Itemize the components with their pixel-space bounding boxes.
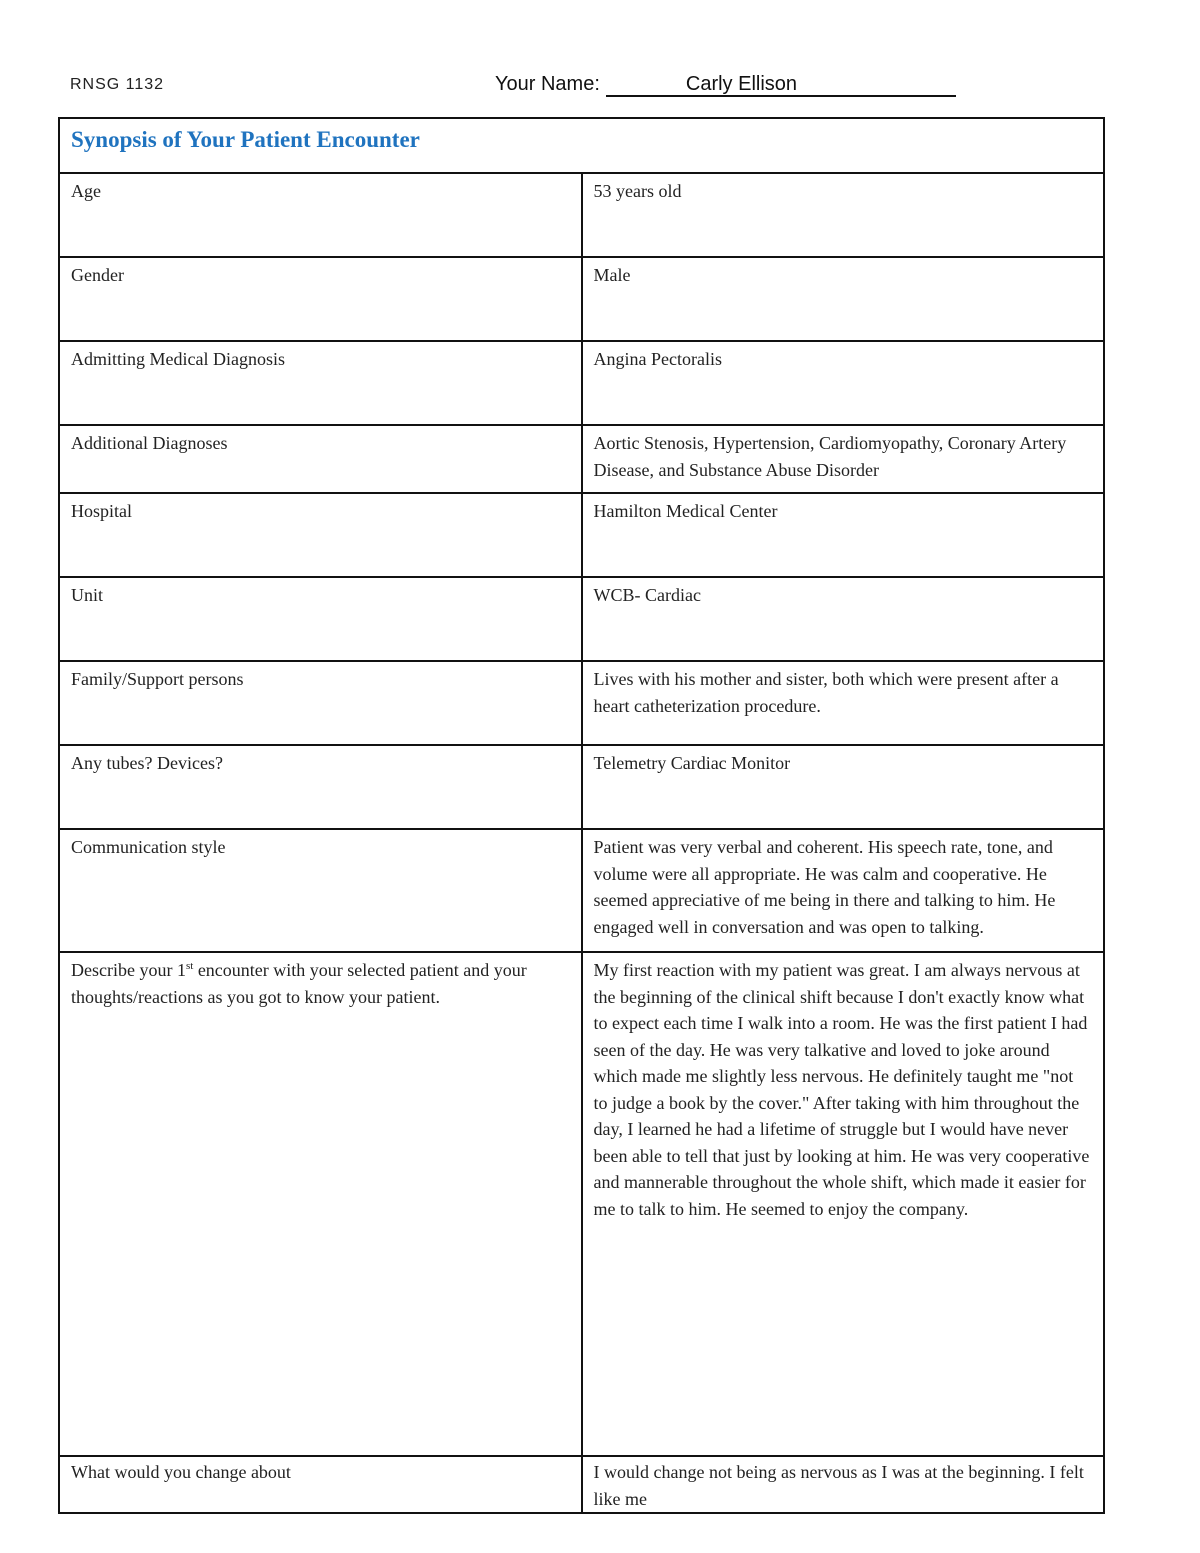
row-label: Age [59,173,582,257]
label-text: Describe your 1 [71,960,186,980]
row-value: Hamilton Medical Center [582,493,1105,577]
row-label: Gender [59,257,582,341]
row-label: Additional Diagnoses [59,425,582,493]
row-value: WCB- Cardiac [582,577,1105,661]
row-label [59,952,582,1456]
synopsis-table [58,117,1105,1514]
row-label: What would you change about [59,1456,582,1513]
table-row-additional-diagnoses [59,425,1104,493]
table-row-unit [59,577,1104,661]
row-value: 53 years old [582,173,1105,257]
student-name-field [495,73,956,97]
title-row [59,118,1104,173]
row-label: Unit [59,577,582,661]
table-row-age [59,173,1104,257]
title-cell [59,118,1104,173]
row-label: Hospital [59,493,582,577]
label-superscript: st [185,960,194,972]
row-label: Communication style [59,829,582,952]
label-text-continued: encounter with your selected patient and your thoughts/reactions as you got to know your patient. [71,960,527,1007]
row-value: Male [582,257,1105,341]
row-value: Patient was very verbal and coherent. His speech rate, tone, and volume were all appropriate. He was calm and cooperative. He seemed appreciative of me being in there and talking to him. He engaged well in conversation and was open to talking. [582,829,1105,952]
table-row-what-would-you-change [59,1456,1104,1513]
row-value: Lives with his mother and sister, both which were present after a heart catheterization procedure. [582,661,1105,745]
course-code: RNSG 1132 [70,76,165,93]
row-label: Admitting Medical Diagnosis [59,341,582,425]
table-row-tubes-devices [59,745,1104,829]
table-row-gender [59,257,1104,341]
row-label: Family/Support persons [59,661,582,745]
name-label: Your Name: [495,73,600,95]
table-row-hospital [59,493,1104,577]
row-value: Aortic Stenosis, Hypertension, Cardiomyopathy, Coronary Artery Disease, and Substance Abuse Disorder [582,425,1105,493]
row-value: My first reaction with my patient was great. I am always nervous at the beginning of the clinical shift because I don't exactly know what to expect each time I walk into a room. He was the first patient I had seen of the day. He was very talkative and loved to joke around which made me slightly less nervous. He definitely taught me "not to judge a book by the cover." After taking with him throughout the day, I learned he had a lifetime of struggle but I would have never been able to tell that just by looking at him. He was very cooperative and mannerable throughout the whole shift, which made it easier for me to talk to him. He seemed to enjoy the company. [582,952,1105,1456]
table-row-family-support [59,661,1104,745]
row-value: Angina Pectoralis [582,341,1105,425]
table-row-communication-style [59,829,1104,952]
table-row-admitting-diagnosis [59,341,1104,425]
name-value: Carly Ellison [606,73,956,97]
table-row-first-encounter [59,952,1104,1456]
row-value: Telemetry Cardiac Monitor [582,745,1105,829]
document-title: Synopsis of Your Patient Encounter [71,127,420,152]
row-value: I would change not being as nervous as I was at the beginning. I felt like me [582,1456,1105,1513]
row-label: Any tubes? Devices? [59,745,582,829]
